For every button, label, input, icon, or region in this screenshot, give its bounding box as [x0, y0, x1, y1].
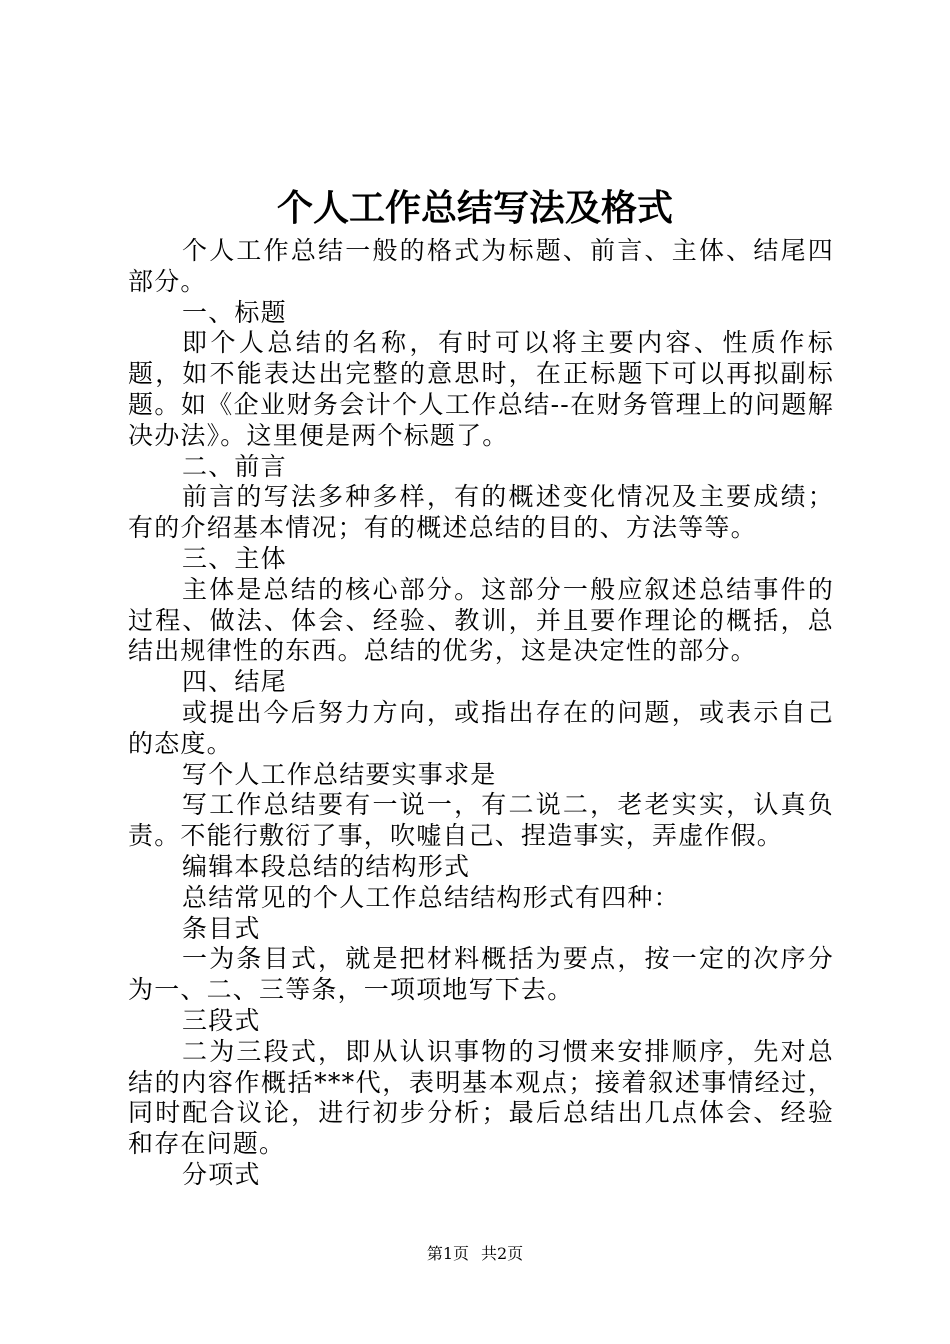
page-number-total: 共2页 [481, 1244, 524, 1263]
paragraph-three-part-desc: 二为三段式，即从认识事物的习惯来安排顺序，先对总结的内容作概括***代，表明基本观点；接着叙述事情经过，同时配合议论，进行初步分析；最后总结出几点体会、经验和存在问题。 [128, 1036, 834, 1159]
paragraph-intro: 个人工作总结一般的格式为标题、前言、主体、结尾四部分。 [128, 236, 834, 296]
heading-ending-section: 四、结尾 [182, 667, 287, 697]
heading-title-section: 一、标题 [182, 297, 287, 327]
heading-main-section: 三、主体 [182, 543, 287, 573]
heading-item-format: 条目式 [182, 913, 261, 943]
paragraph-ending-desc: 或提出今后努力方向，或指出存在的问题，或表示自己的态度。 [128, 697, 834, 758]
paragraph-preface-desc: 前言的写法多种多样，有的概述变化情况及主要成绩；有的介绍基本情况；有的概述总结的目的、方法等等。 [128, 482, 834, 543]
heading-structure: 编辑本段总结的结构形式 [182, 851, 471, 881]
heading-preface-section: 二、前言 [182, 451, 287, 481]
paragraph-structure-intro: 总结常见的个人工作总结结构形式有四种： [182, 882, 680, 912]
document-body [128, 236, 834, 1191]
paragraph-item-format-desc: 一为条目式，就是把材料概括为要点，按一定的次序分为一、二、三等条，一项项地写下去。 [128, 944, 834, 1005]
page-footer [0, 1242, 950, 1266]
paragraph-title-desc: 即个人总结的名称，有时可以将主要内容、性质作标题，如不能表达出完整的意思时，在正标题下可以再拟副标题。如《企业财务会计个人工作总结--在财务管理上的问题解决办法》。这里便是两个标题了。 [128, 328, 834, 450]
document-title: 个人工作总结写法及格式 [276, 187, 673, 229]
heading-truthful: 写个人工作总结要实事求是 [182, 759, 497, 789]
heading-three-part-format: 三段式 [182, 1005, 261, 1035]
page-number-current: 第1页 [426, 1244, 469, 1263]
heading-sectioned-format: 分项式 [182, 1159, 261, 1189]
paragraph-main-desc: 主体是总结的核心部分。这部分一般应叙述总结事件的过程、做法、体会、经验、教训，并且要作理论的概括，总结出规律性的东西。总结的优劣，这是决定性的部分。 [128, 574, 834, 666]
paragraph-truthful-desc: 写工作总结要有一说一，有二说二，老老实实，认真负责。不能行敷衍了事，吹嘘自己、捏造事实，弄虚作假。 [128, 790, 834, 851]
